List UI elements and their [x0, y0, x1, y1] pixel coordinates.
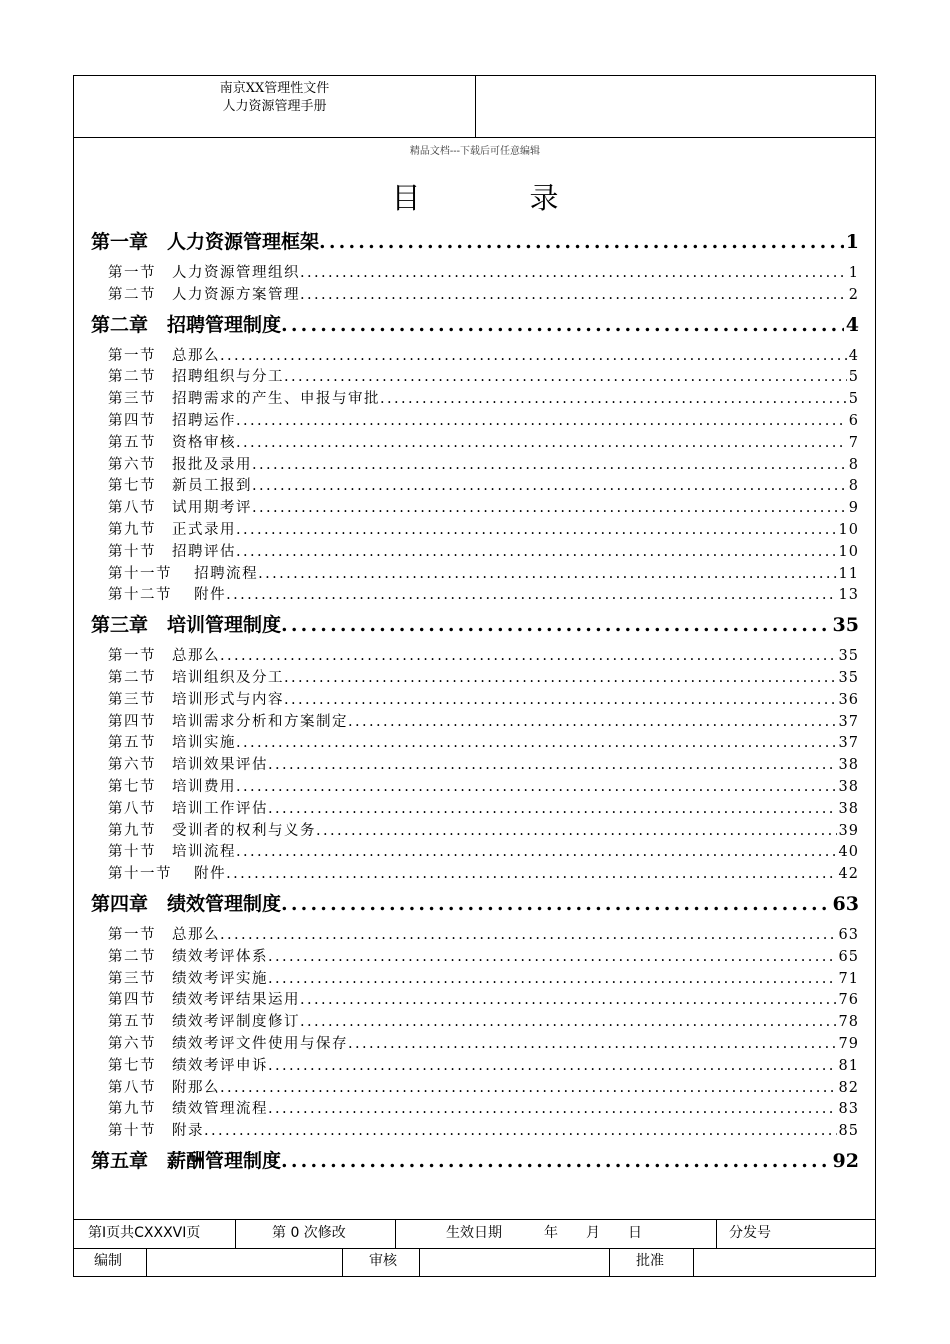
toc-section-row: [90, 733, 859, 755]
toc-chapter-label: 第四章 绩效管理制度: [91, 892, 282, 915]
toc-leader-dots: [220, 925, 837, 947]
toc-chapter-row: [90, 893, 859, 916]
toc-section-label: 第五节 资格审核: [108, 433, 236, 455]
toc-section-label: 第一节 总那么: [108, 346, 220, 368]
toc-leader-dots: [348, 1034, 837, 1056]
toc-leader-dots: [236, 520, 837, 542]
toc-spacer: [90, 254, 859, 263]
toc-section-page: 65: [837, 947, 859, 969]
toc-section-label: 第九节 正式录用: [108, 520, 236, 542]
toc-leader-dots: [236, 777, 837, 799]
toc-section-page: 7: [847, 433, 859, 455]
header-title-cell: [74, 76, 476, 137]
toc-leader-dots: [380, 389, 847, 411]
page-frame-left: [73, 138, 74, 1220]
toc-chapter-label: 第二章 招聘管理制度: [91, 313, 282, 336]
toc-section-page: 83: [837, 1099, 859, 1121]
toc-section-page: 79: [837, 1034, 859, 1056]
toc-section-page: 9: [847, 498, 859, 520]
toc-section-row: [90, 969, 859, 991]
toc-section-label: 第六节 培训效果评估: [108, 755, 268, 777]
toc-section-page: 10: [837, 520, 859, 542]
toc-section-row: [90, 411, 859, 433]
toc-section-label: 第十节 附录: [108, 1121, 204, 1143]
toc-section-label: 第七节 绩效考评申诉: [108, 1056, 268, 1078]
toc-leader-dots: [226, 585, 836, 607]
header-blank-cell: [476, 76, 875, 137]
toc-section-label: 第五节 培训实施: [108, 733, 236, 755]
toc-section-label: 第十节 招聘评估: [108, 542, 236, 564]
toc-section-label: 第九节 受训者的权利与义务: [108, 821, 316, 843]
toc-section-label: 第二节 培训组织及分工: [108, 668, 284, 690]
toc-section-row: [90, 777, 859, 799]
footer-page-info: 第I页共CXXXVI页: [74, 1220, 236, 1248]
toc-section-page: 36: [837, 690, 859, 712]
toc-section-row: [90, 668, 859, 690]
toc-section-row: [90, 520, 859, 542]
toc-chapter-page: 92: [832, 1149, 859, 1172]
toc-leader-dots: [220, 346, 847, 368]
toc-leader-dots: [281, 893, 831, 916]
toc-section-label: 第六节 绩效考评文件使用与保存: [108, 1034, 348, 1056]
toc-section-label: 第四节 绩效考评结果运用: [108, 990, 300, 1012]
toc-section-row: [90, 1121, 859, 1143]
toc-leader-dots: [300, 990, 837, 1012]
toc-section-row: [90, 864, 859, 886]
toc-leader-dots: [268, 799, 837, 821]
footer-distribution: 分发号: [729, 1225, 771, 1241]
toc-section-label: 第八节 试用期考评: [108, 498, 252, 520]
toc-section-row: [90, 1034, 859, 1056]
toc-section-page: 37: [837, 733, 859, 755]
footer-row-2: [74, 1248, 875, 1276]
toc-section-row: [90, 498, 859, 520]
watermark-text: 精品文档---下载后可任意编辑: [409, 146, 541, 157]
table-of-contents: [90, 231, 859, 1173]
toc-section-label: 第十二节 附件: [108, 585, 226, 607]
toc-chapter-row: [90, 614, 859, 637]
toc-leader-dots: [268, 1056, 837, 1078]
toc-section-label: 第二节 人力资源方案管理: [108, 285, 300, 307]
toc-section-row: [90, 285, 859, 307]
toc-section-row: [90, 585, 859, 607]
toc-section-label: 第一节 总那么: [108, 925, 220, 947]
toc-section-row: [90, 367, 859, 389]
footer-prepared-value: [147, 1248, 343, 1276]
footer-approved-label: 批准: [610, 1248, 694, 1276]
toc-leader-dots: [258, 564, 836, 586]
toc-section-label: 第一节 人力资源管理组织: [108, 263, 300, 285]
toc-leader-dots: [281, 1150, 831, 1173]
toc-section-label: 第七节 培训费用: [108, 777, 236, 799]
toc-chapter-page: 1: [845, 231, 859, 253]
toc-section-label: 第六节 报批及录用: [108, 455, 252, 477]
toc-leader-dots: [268, 755, 837, 777]
toc-leader-dots: [220, 646, 837, 668]
toc-section-page: 85: [837, 1121, 859, 1143]
toc-leader-dots: [236, 542, 837, 564]
toc-chapter-label: 第五章 薪酬管理制度: [91, 1149, 282, 1172]
toc-section-page: 76: [837, 990, 859, 1012]
toc-leader-dots: [316, 821, 837, 843]
toc-leader-dots: [284, 668, 837, 690]
toc-section-page: 11: [837, 564, 859, 586]
toc-section-row: [90, 1056, 859, 1078]
header-company-line: 南京XX管理性文件: [219, 81, 330, 96]
toc-leader-dots: [281, 314, 844, 337]
toc-chapter-row: [90, 1150, 859, 1173]
toc-section-label: 第二节 绩效考评体系: [108, 947, 268, 969]
toc-chapter-row: [90, 314, 859, 337]
toc-section-page: 6: [847, 411, 859, 433]
toc-section-page: 38: [837, 799, 859, 821]
toc-leader-dots: [252, 476, 847, 498]
footer-reviewed-value: [420, 1248, 610, 1276]
toc-section-page: 10: [837, 542, 859, 564]
toc-section-label: 第二节 招聘组织与分工: [108, 367, 284, 389]
footer-effective-date: 生效日期 年 月 日: [396, 1220, 717, 1248]
toc-section-label: 第四节 招聘运作: [108, 411, 236, 433]
footer-row-1: [74, 1220, 875, 1249]
toc-section-label: 第十节 培训流程: [108, 842, 236, 864]
toc-leader-dots: [252, 455, 847, 477]
toc-section-row: [90, 389, 859, 411]
toc-leader-dots: [348, 712, 837, 734]
toc-section-page: 63: [837, 925, 859, 947]
toc-section-row: [90, 947, 859, 969]
toc-section-page: 40: [837, 842, 859, 864]
toc-section-page: 1: [847, 263, 859, 285]
toc-section-row: [90, 925, 859, 947]
footer-prepared-label: 编制: [74, 1248, 147, 1276]
document-header-table: [73, 75, 876, 138]
toc-section-page: 8: [847, 455, 859, 477]
toc-section-page: 37: [837, 712, 859, 734]
toc-section-page: 81: [837, 1056, 859, 1078]
toc-spacer: [90, 337, 859, 346]
toc-section-row: [90, 646, 859, 668]
toc-section-row: [90, 690, 859, 712]
toc-section-label: 第三节 培训形式与内容: [108, 690, 284, 712]
toc-section-label: 第三节 绩效考评实施: [108, 969, 268, 991]
toc-section-row: [90, 990, 859, 1012]
toc-leader-dots: [268, 947, 837, 969]
toc-section-page: 42: [837, 864, 859, 886]
toc-leader-dots: [204, 1121, 837, 1143]
toc-section-page: 38: [837, 755, 859, 777]
toc-section-row: [90, 755, 859, 777]
toc-section-page: 35: [837, 646, 859, 668]
toc-section-page: 5: [847, 367, 859, 389]
toc-section-row: [90, 712, 859, 734]
toc-leader-dots: [236, 842, 837, 864]
toc-section-label: 第一节 总那么: [108, 646, 220, 668]
toc-section-page: 4: [847, 346, 859, 368]
toc-section-row: [90, 1099, 859, 1121]
toc-leader-dots: [281, 614, 831, 637]
toc-leader-dots: [268, 1099, 837, 1121]
toc-section-label: 第五节 绩效考评制度修订: [108, 1012, 300, 1034]
header-manual-line: 人力资源管理手册: [222, 99, 327, 114]
toc-section-page: 8: [847, 476, 859, 498]
toc-section-page: 35: [837, 668, 859, 690]
footer-approved-value: [694, 1248, 875, 1276]
toc-section-label: 第十一节 附件: [108, 864, 226, 886]
toc-section-page: 2: [847, 285, 859, 307]
toc-chapter-page: 35: [832, 614, 859, 637]
toc-section-page: 38: [837, 777, 859, 799]
toc-chapter-page: 63: [832, 892, 859, 915]
toc-section-page: 13: [837, 585, 859, 607]
toc-chapter-label: 第一章 人力资源管理框架: [91, 231, 320, 253]
toc-section-label: 第九节 绩效管理流程: [108, 1099, 268, 1121]
toc-section-label: 第三节 招聘需求的产生、申报与审批: [108, 389, 380, 411]
toc-leader-dots: [319, 231, 844, 254]
footer-reviewed-label: 审核: [343, 1248, 420, 1276]
toc-leader-dots: [268, 969, 837, 991]
toc-section-row: [90, 842, 859, 864]
toc-leader-dots: [284, 690, 837, 712]
toc-section-page: 5: [847, 389, 859, 411]
toc-section-row: [90, 346, 859, 368]
document-footer-table: [73, 1219, 876, 1277]
toc-spacer: [90, 637, 859, 646]
toc-leader-dots: [300, 263, 847, 285]
toc-leader-dots: [300, 285, 847, 307]
toc-leader-dots: [236, 411, 847, 433]
toc-section-row: [90, 263, 859, 285]
toc-leader-dots: [236, 433, 847, 455]
toc-chapter-label: 第三章 培训管理制度: [91, 614, 282, 637]
toc-section-row: [90, 433, 859, 455]
toc-leader-dots: [236, 733, 837, 755]
toc-leader-dots: [284, 367, 847, 389]
toc-section-label: 第八节 培训工作评估: [108, 799, 268, 821]
toc-leader-dots: [252, 498, 847, 520]
toc-section-label: 第十一节 招聘流程: [108, 564, 258, 586]
toc-section-row: [90, 1012, 859, 1034]
toc-leader-dots: [300, 1012, 837, 1034]
toc-section-label: 第四节 培训需求分析和方案制定: [108, 712, 348, 734]
toc-spacer: [90, 916, 859, 925]
toc-title: 目 录: [391, 181, 599, 215]
toc-chapter-row: [90, 231, 859, 254]
toc-chapter-page: 4: [845, 313, 859, 336]
toc-section-page: 71: [837, 969, 859, 991]
footer-revision: 第 0 次修改: [236, 1220, 396, 1248]
toc-section-row: [90, 799, 859, 821]
toc-section-label: 第七节 新员工报到: [108, 476, 252, 498]
toc-section-label: 第八节 附那么: [108, 1078, 220, 1100]
toc-section-page: 82: [837, 1078, 859, 1100]
page-frame-right: [875, 138, 876, 1220]
toc-leader-dots: [226, 864, 836, 886]
toc-section-row: [90, 564, 859, 586]
toc-section-row: [90, 1078, 859, 1100]
toc-section-row: [90, 821, 859, 843]
toc-leader-dots: [220, 1078, 837, 1100]
toc-section-row: [90, 542, 859, 564]
toc-section-row: [90, 476, 859, 498]
toc-section-page: 78: [837, 1012, 859, 1034]
toc-section-row: [90, 455, 859, 477]
toc-section-page: 39: [837, 821, 859, 843]
